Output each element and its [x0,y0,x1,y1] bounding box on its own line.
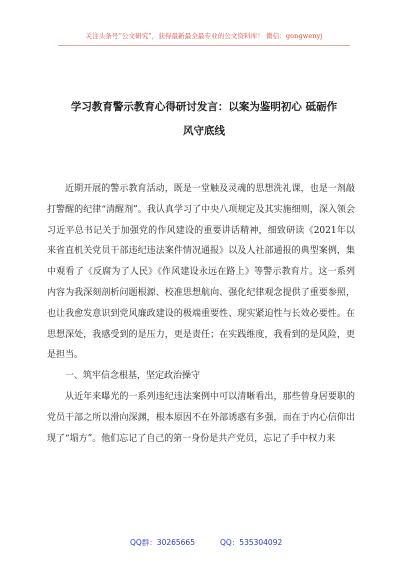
footer-qq-group: QQ群：30265665 [130,538,195,547]
body-paragraph-2: 从近年来曝光的一系列违纪违法案例中可以清晰看出，那些曾身居要职的党员干部之所以滑向深渊，根本原因不在外部诱惑有多强，而在于内心信仰出现了“塌方”。他们忘记了自己的第一身份是共产党员，忘记了手中权力来 [47,391,355,444]
header-divider [58,45,350,46]
header-banner: 关注头条号“公文研究”，获得最新最全最专业的公文资料库！ 微信：gongwenyj [85,32,323,40]
document-title-line-2: 风守底线 [183,125,225,137]
footer-qq-contact: QQ：535304092 [220,538,283,547]
document-body [47,179,355,449]
section-heading-1: 一、筑牢信念根基，坚定政治操守 [65,371,201,382]
body-paragraph-1: 近期开展的警示教育活动，既是一堂触及灵魂的思想洗礼课，也是一剂敲打警醒的纪律“清醒剂”。我认真学习了中央八项规定及其实施细则，深入领会习近平总书记关于加强党的作风建设的重要讲话精神，细致研读《2021年以来省直机关党员干部违纪违法案件情况通报》以及人社部通报的典型案例，集中观看了《反腐为了人民》《作风建设永远在路上》等警示教育片。这一系列内容为我深刻剖析问题根源、校准思想航向、强化纪律观念提供了重要参照，也让我愈发意识到党风廉政建设的极端重要性、现实紧迫性与长效必要性。在思想深处，我感受到的是压力，更是责任；在实践维度，我看到的是风险，更是担当。 [47,184,355,361]
document-title-line-1: 学习教育警示教育心得研讨发言：以案为鉴明初心 砥砺作 [70,101,338,113]
